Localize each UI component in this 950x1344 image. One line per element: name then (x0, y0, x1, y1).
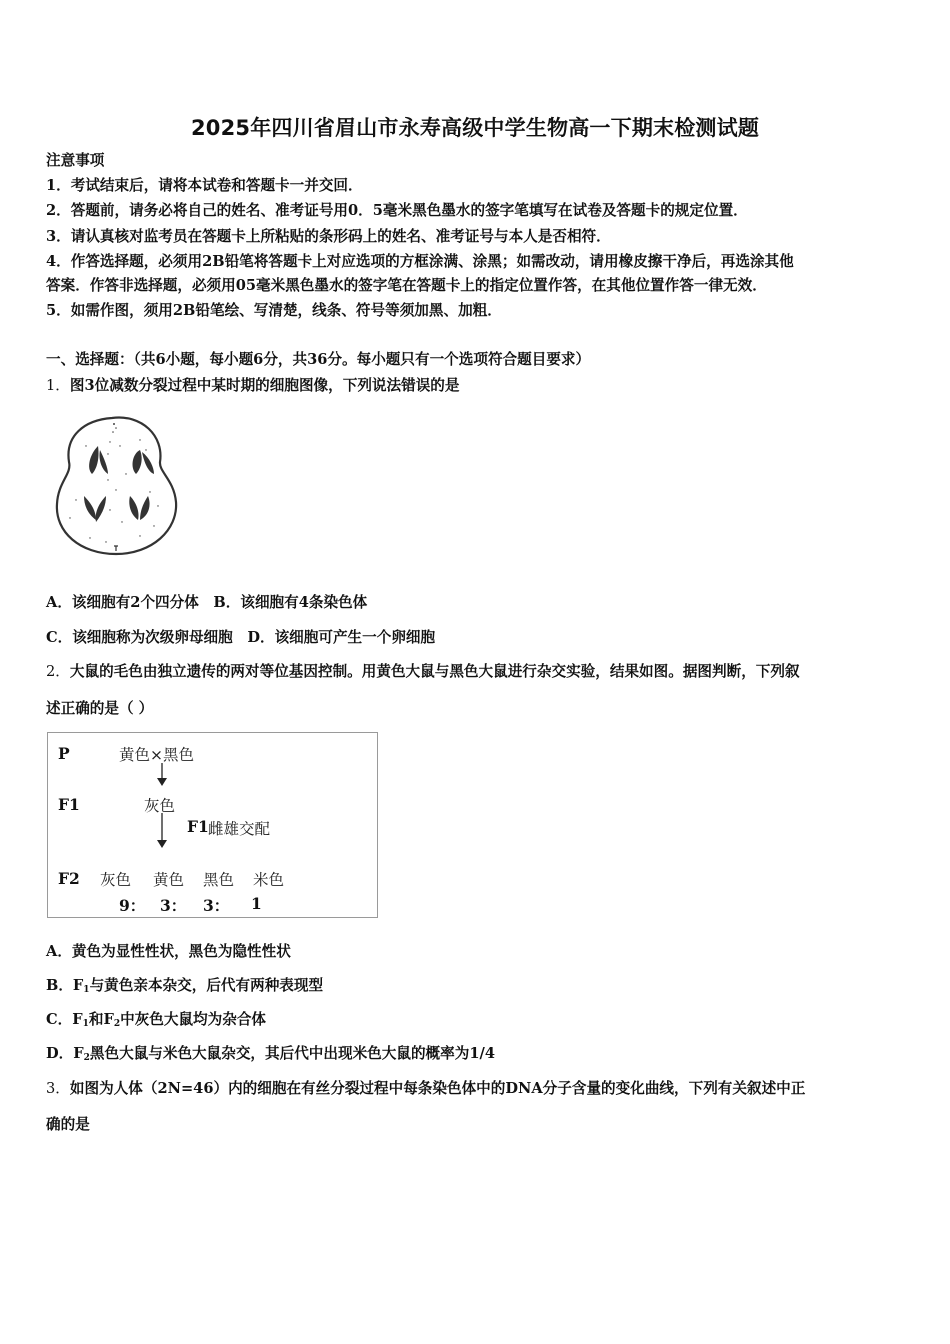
section-heading: 一、选择题：（共6小题，每小题6分，共36分。每小题只有一个选项符合题目要求） (46, 351, 591, 368)
question-text: 大鼠的毛色由独立遗传的两对等位基因控制。用黄色大鼠与黑色大鼠进行杂交实验，结果如图。据图判断，下列叙 (69, 663, 800, 680)
f1-cross-text: 雌雄交配 (208, 820, 271, 838)
option-b (46, 976, 323, 1000)
page-title: 2025年四川省眉山市永寿高级中学生物高一下期末检测试题 (190, 116, 760, 140)
option-d (46, 1044, 495, 1068)
question-text: 图3位减数分裂过程中某时期的细胞图像，下列说法错误的是 (69, 377, 460, 394)
subscript: 2 (83, 1053, 90, 1063)
f1-cross-label: F1 (187, 817, 209, 836)
question-3-stem (46, 1079, 805, 1099)
option-text: 黑色大鼠与米色大鼠杂交，其后代中出现米色大鼠的概率为1/4 (89, 1045, 495, 1062)
notice-heading: 注意事项 (46, 152, 105, 169)
cross-diagram (47, 732, 378, 918)
notice-item: 2．答题前，请务必将自己的姓名、准考证号用0．5毫米黑色墨水的签字笔填写在试卷及答题卡的规定位置． (46, 202, 748, 219)
f2-ratio: 1 (251, 894, 262, 913)
question-text: 如图为人体（2N=46）内的细胞在有丝分裂过程中每条染色体中的DNA分子含量的变化曲线，下列有关叙述中正 (69, 1080, 806, 1097)
question-number: 2． (46, 663, 70, 680)
p-label: P (58, 744, 70, 763)
option-text: B．F (46, 977, 84, 994)
option-a: A．黄色为显性性状，黑色为隐性性状 (46, 943, 291, 960)
arrow-down-icon (155, 763, 169, 787)
question-number: 1． (46, 377, 70, 394)
notice-item: 4．作答选择题，必须用2B铅笔将答题卡上对应选项的方框涂满、涂黑；如需改动，请用橡皮擦干净后，再选涂其他 (46, 253, 794, 270)
f2-phenotype: 灰色 (100, 871, 132, 889)
cell-diagram (50, 410, 180, 560)
option-text: D．F (46, 1045, 84, 1062)
question-2-stem-cont: 述正确的是（ ） (46, 700, 154, 717)
f2-phenotype: 米色 (253, 871, 285, 889)
option-ab: A．该细胞有2个四分体 B．该细胞有4条染色体 (46, 594, 368, 611)
subscript: 1 (82, 1019, 89, 1029)
subscript: 2 (113, 1019, 121, 1029)
notice-item: 3．请认真核对监考员在答题卡上所粘贴的条形码上的姓名、准考证号与本人是否相符． (46, 228, 611, 245)
f1-label: F1 (58, 795, 80, 814)
question-3-stem-cont: 确的是 (46, 1116, 90, 1133)
notice-item: 1．考试结束后，请将本试卷和答题卡一并交回． (46, 177, 363, 194)
arrow-down-icon (155, 813, 169, 849)
subscript: 1 (83, 985, 90, 995)
question-1-stem (46, 376, 460, 396)
option-text: C．F (46, 1011, 83, 1028)
option-text: 中灰色大鼠均为杂合体 (120, 1011, 267, 1028)
notice-item: 5．如需作图，须用2B铅笔绘、写清楚，线条、符号等须加黑、加粗． (46, 302, 502, 319)
option-text: 与黄色亲本杂交，后代有两种表现型 (89, 977, 324, 994)
question-number: 3． (46, 1080, 70, 1097)
f2-ratio: 3： (160, 896, 187, 915)
f2-ratio: 3： (203, 896, 230, 915)
option-cd: C．该细胞称为次级卵母细胞 D．该细胞可产生一个卵细胞 (46, 629, 436, 646)
p-cross-text: 黄色×黑色 (119, 746, 194, 764)
f2-phenotype: 黑色 (203, 871, 235, 889)
option-c (46, 1010, 266, 1034)
notice-item: 答案．作答非选择题，必须用05毫米黑色墨水的签字笔在答题卡上的指定位置作答，在其他位置作答一律无效． (46, 277, 767, 294)
f1-phenotype: 灰色 (144, 797, 176, 815)
option-text: 和F (88, 1011, 114, 1028)
f2-label: F2 (58, 869, 80, 888)
f2-phenotype: 黄色 (153, 871, 185, 889)
question-2-stem (46, 662, 800, 682)
f2-ratio: 9： (119, 896, 146, 915)
